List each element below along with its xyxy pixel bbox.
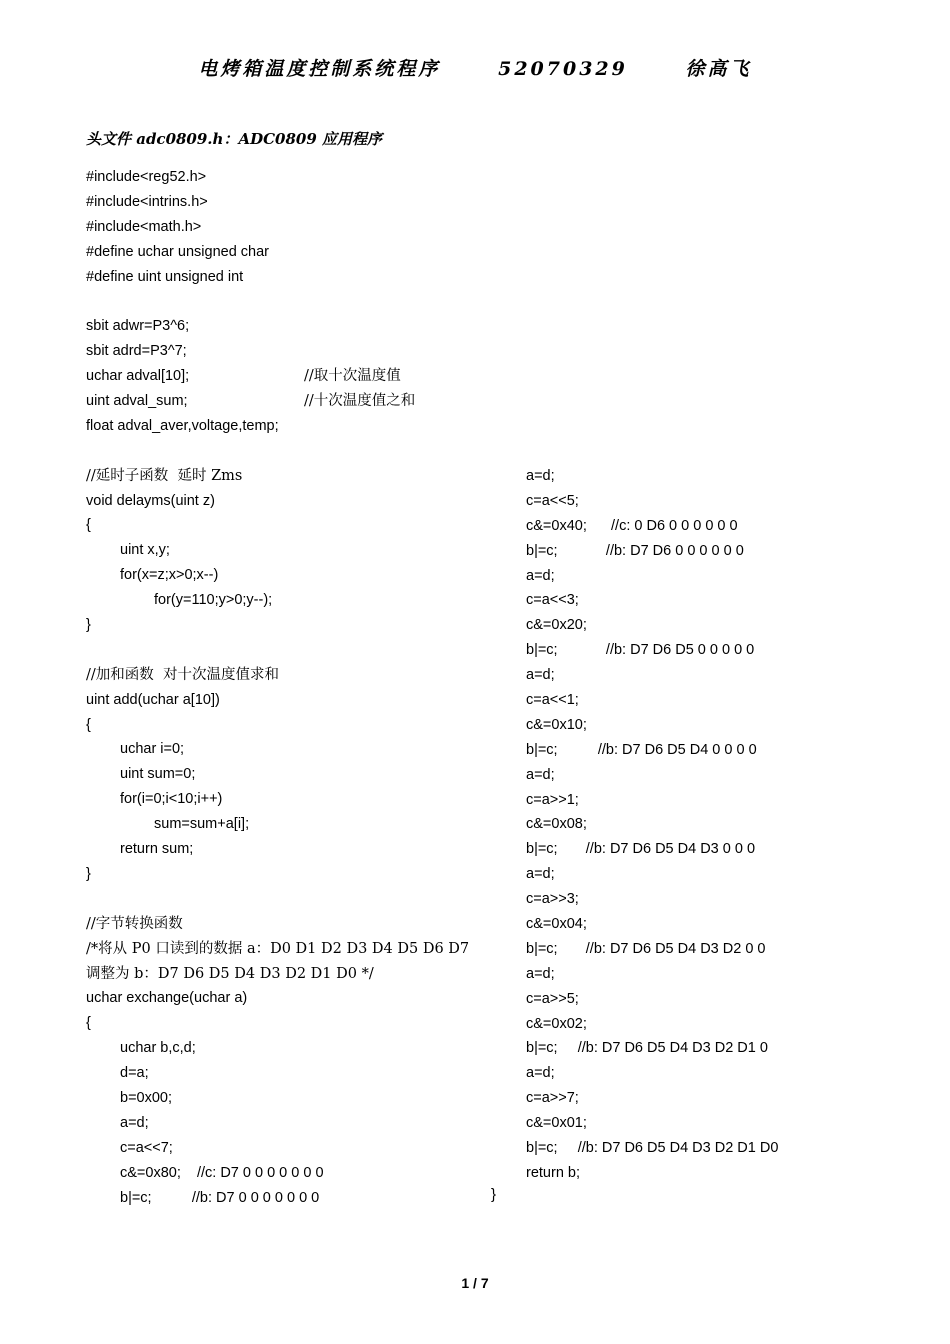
code-line [526,837,778,862]
code-text: float adval_aver,voltage,temp; [86,417,279,434]
code-text: sbit adwr=P3^6; [86,318,190,335]
code-line [86,688,469,713]
code-text: b|=c; //b: D7 D6 D5 D4 D3 D2 D1 D0 [526,1140,779,1157]
code-line [86,912,469,937]
code-line [86,339,469,364]
code-text: return sum; [120,841,194,858]
code-line [86,1111,469,1136]
code-line [526,663,778,688]
code-text: uint add(uchar a[10]) [86,691,220,708]
code-text: { [86,716,91,733]
code-line [526,539,778,564]
code-text: a=d; [526,965,555,982]
code-line [526,987,778,1012]
code-line [86,588,469,613]
code-text: #include<reg52.h> [86,169,207,185]
code-line [86,190,469,215]
code-text: #define uchar unsigned char [86,243,269,260]
code-line [526,1012,778,1037]
code-line [86,165,469,190]
code-text: void delayms(uint z) [86,492,215,509]
code-line [86,762,469,787]
code-text: c&=0x40; //c: 0 D6 0 0 0 0 0 0 [526,517,738,534]
code-text: b|=c; //b: D7 D6 0 0 0 0 0 0 [526,542,744,559]
code-line [86,837,469,862]
code-line [86,1011,469,1036]
code-line [86,439,469,464]
code-line [86,414,469,439]
code-text: b|=c; //b: D7 D6 D5 D4 D3 D2 0 0 [526,940,766,957]
code-line [526,812,778,837]
section-heading: 头文件 adc0809.h：ADC0809 应用程序 [86,130,382,148]
code-line [526,464,778,489]
code-text: } [86,865,91,882]
code-line [86,787,469,812]
code-text: //延时子函数 延时 Zms [86,467,243,484]
code-line [86,1161,469,1186]
code-line [526,1136,778,1161]
code-text: c&=0x01; [526,1115,587,1132]
code-text: a=d; [526,866,555,883]
code-text: 调整为 b：D7 D6 D5 D4 D3 D2 D1 D0 */ [86,965,374,982]
code-line [86,389,469,414]
code-text: a=d; [526,667,555,684]
code-text: c&=0x80; //c: D7 0 0 0 0 0 0 0 [120,1164,324,1181]
code-line [526,962,778,987]
code-text: a=d; [526,468,555,484]
code-line [526,763,778,788]
code-column-right [526,464,778,1186]
code-line [526,1036,778,1061]
code-line [526,588,778,613]
code-line [526,862,778,887]
code-text: } [86,617,91,634]
code-line [526,738,778,763]
code-text: sum=sum+a[i]; [154,816,250,833]
code-text: c=a<<7; [120,1139,173,1156]
code-text: b|=c; //b: D7 D6 D5 D4 D3 D2 D1 0 [526,1040,768,1057]
code-comment: //十次温度值之和 [304,393,416,410]
code-text: { [86,1015,91,1032]
code-line [86,1036,469,1061]
code-text: for(x=z;x>0;x--) [120,567,219,584]
code-line [86,489,469,514]
code-text: c&=0x08; [526,816,587,833]
code-text: uchar b,c,d; [120,1040,196,1057]
code-line [86,215,469,240]
code-line [86,240,469,265]
code-line [86,937,469,962]
code-line [526,1086,778,1111]
code-text: a=d; [120,1114,149,1131]
code-line [86,986,469,1011]
code-text: #include<math.h> [86,218,202,235]
code-line [86,513,469,538]
code-text: c=a>>7; [526,1090,579,1107]
code-line [86,563,469,588]
code-line [86,638,469,663]
code-text: c=a>>3; [526,891,579,908]
code-text: uint x,y; [120,542,170,559]
code-line [86,265,469,290]
code-text: c=a<<5; [526,492,579,509]
code-text: //加和函数 对十次温度值求和 [86,666,279,683]
code-line [526,613,778,638]
code-text: a=d; [526,1065,555,1082]
code-text: uint adval_sum; [86,393,188,410]
code-text: for(y=110;y>0;y--); [154,592,273,609]
code-column-left [86,165,469,1210]
code-text: a=d; [526,766,555,783]
code-line [526,564,778,589]
code-line [526,688,778,713]
code-text: #define uint unsigned int [86,268,244,285]
code-line [526,937,778,962]
code-text: b|=c; //b: D7 0 0 0 0 0 0 0 [120,1189,320,1206]
code-line [86,1136,469,1161]
code-text: b|=c; //b: D7 D6 D5 0 0 0 0 0 [526,642,755,659]
code-line [86,812,469,837]
document-title: 电烤箱温度控制系统程序 52070329 徐高飞 [198,58,752,80]
code-text: for(i=0;i<10;i++) [120,791,223,808]
code-line [86,887,469,912]
code-line [86,862,469,887]
code-line [526,912,778,937]
code-line [86,713,469,738]
code-line [526,788,778,813]
code-line [86,364,469,389]
code-text: #include<intrins.h> [86,193,208,210]
code-text: //字节转换函数 [86,915,183,932]
closing-brace: } [491,1186,497,1203]
code-line [86,1061,469,1086]
code-line [86,464,469,489]
code-line [526,1161,778,1186]
code-text: b|=c; //b: D7 D6 D5 D4 0 0 0 0 [526,741,757,758]
code-text: uchar exchange(uchar a) [86,990,248,1007]
code-text: c&=0x02; [526,1015,587,1032]
code-text: c=a<<1; [526,692,579,709]
code-text: c=a>>5; [526,990,579,1007]
code-line [86,314,469,339]
page-number: 1 / 7 [461,1275,489,1291]
code-text: c&=0x04; [526,916,587,933]
code-text: uint sum=0; [120,766,196,783]
code-line [86,538,469,563]
code-text: b|=c; //b: D7 D6 D5 D4 D3 0 0 0 [526,841,756,858]
code-line [526,489,778,514]
code-line [526,514,778,539]
code-text: c=a<<3; [526,592,579,609]
code-line [526,1111,778,1136]
code-text: d=a; [120,1065,149,1082]
code-line [86,737,469,762]
code-text: c=a>>1; [526,791,579,808]
code-line [86,1186,469,1211]
code-comment: //取十次温度值 [304,368,401,385]
code-text: c&=0x20; [526,617,587,634]
code-line [526,1061,778,1086]
code-line [526,638,778,663]
code-line [86,962,469,987]
code-line [86,289,469,314]
code-line [526,887,778,912]
code-line [86,1086,469,1111]
code-text: a=d; [526,567,555,584]
code-line [526,713,778,738]
code-text: sbit adrd=P3^7; [86,343,187,360]
code-text: uchar adval[10]; [86,368,190,385]
code-text: b=0x00; [120,1089,173,1106]
code-line [86,663,469,688]
code-line [86,613,469,638]
code-text: c&=0x10; [526,716,587,733]
code-text: return b; [526,1164,580,1181]
code-text: /*将从 P0 口读到的数据 a：D0 D1 D2 D3 D4 D5 D6 D7 [86,940,470,957]
code-text: { [86,517,91,534]
code-text: uchar i=0; [120,741,185,758]
